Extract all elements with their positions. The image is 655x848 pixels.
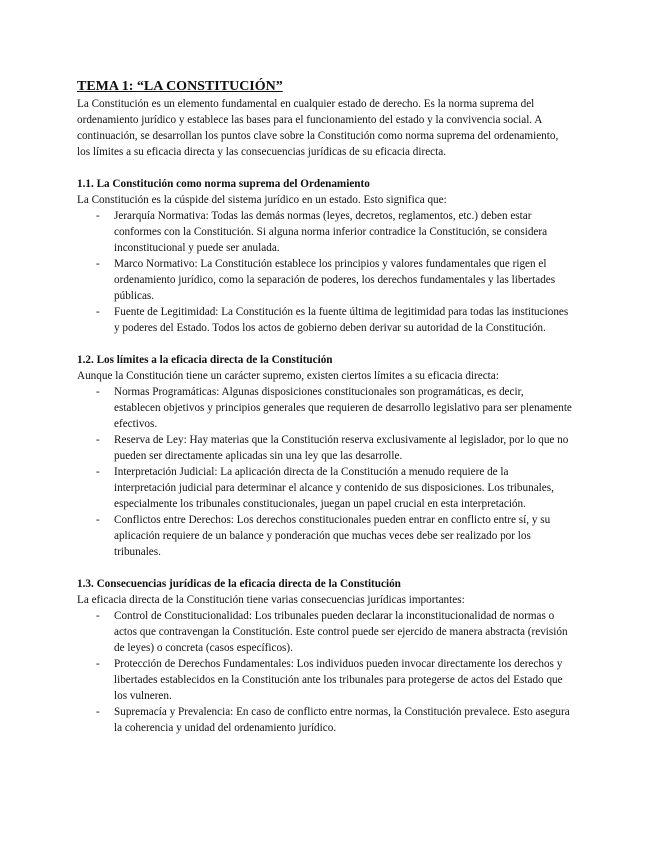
list-item: - Interpretación Judicial: La aplicación directa de la Constitución a menudo requiere de la interpretación judicial para determinar el alcance y contenido de sus disposiciones. Los tribunales, especialmente los tribunales constitucionales, juegan un papel crucial en esta interpretación. [77, 464, 573, 512]
section-lead: Aunque la Constitución tiene un carácter supremo, existen ciertos límites a su eficacia directa: [77, 370, 499, 382]
list-item: - Jerarquía Normativa: Todas las demás normas (leyes, decretos, reglamentos, etc.) deben estar conformes con la Constitución. Si alguna norma inferior contradice la Constitución, se considera inconstitucional y puede ser anulada. [77, 208, 573, 256]
section-1-2 [77, 352, 573, 560]
bullet-list [77, 608, 573, 736]
bullet-list [77, 208, 573, 336]
list-item: - Marco Normativo: La Constitución establece los principios y valores fundamentales que rigen el ordenamiento jurídico, como la separación de poderes, los derechos fundamentales y las libertades públicas. [77, 256, 573, 304]
section-lead: La Constitución es la cúspide del sistema jurídico en un estado. Esto significa que: [77, 194, 447, 206]
section-heading: 1.1. La Constitución como norma suprema del Ordenamiento [77, 178, 370, 190]
section-heading: 1.2. Los límites a la eficacia directa de la Constitución [77, 354, 333, 366]
section-1-1 [77, 176, 573, 336]
section-1-3 [77, 576, 573, 736]
list-item: - Reserva de Ley: Hay materias que la Constitución reserva exclusivamente al legislador, por lo que no pueden ser directamente aplicadas sin una ley que las desarrolle. [77, 432, 573, 464]
list-item: - Supremacía y Prevalencia: En caso de conflicto entre normas, la Constitución prevalece. Esto asegura la coherencia y unidad del ordenamiento jurídico. [77, 704, 573, 736]
list-item: - Normas Programáticas: Algunas disposiciones constitucionales son programáticas, es decir, establecen objetivos y principios generales que requieren de desarrollo legislativo para ser plenamente efectivos. [77, 384, 573, 432]
list-item: - Protección de Derechos Fundamentales: Los individuos pueden invocar directamente los derechos y libertades establecidos en la Constitución ante los tribunales para protegerse de actos del Estado que los vulneren. [77, 656, 573, 704]
section-heading: 1.3. Consecuencias jurídicas de la eficacia directa de la Constitución [77, 578, 401, 590]
list-item: - Control de Constitucionalidad: Los tribunales pueden declarar la inconstitucionalidad de normas o actos que contravengan la Constitución. Este control puede ser ejercido de manera abstracta (revisión de leyes) o concreta (casos específicos). [77, 608, 573, 656]
bullet-list [77, 384, 573, 560]
intro-paragraph: La Constitución es un elemento fundamental en cualquier estado de derecho. Es la norma suprema del ordenamiento jurídico y establece las bases para el funcionamiento del estado y la convivencia social. A continuación, se desarrollan los puntos clave sobre la Constitución como norma suprema del ordenamiento, los límites a su eficacia directa y las consecuencias jurídicas de su eficacia directa. [77, 98, 559, 158]
list-item: - Conflictos entre Derechos: Los derechos constitucionales pueden entrar en conflicto entre sí, y su aplicación requiere de un balance y ponderación que muchas veces debe ser realizado por los tribunales. [77, 512, 573, 560]
section-lead: La eficacia directa de la Constitución tiene varias consecuencias jurídicas importantes: [77, 594, 465, 606]
document-title: TEMA 1: “LA CONSTITUCIÓN” [77, 79, 283, 94]
document-page [77, 78, 573, 736]
list-item: - Fuente de Legitimidad: La Constitución es la fuente última de legitimidad para todas las instituciones y poderes del Estado. Todos los actos de gobierno deben derivar su autoridad de la Constitución. [77, 304, 573, 336]
